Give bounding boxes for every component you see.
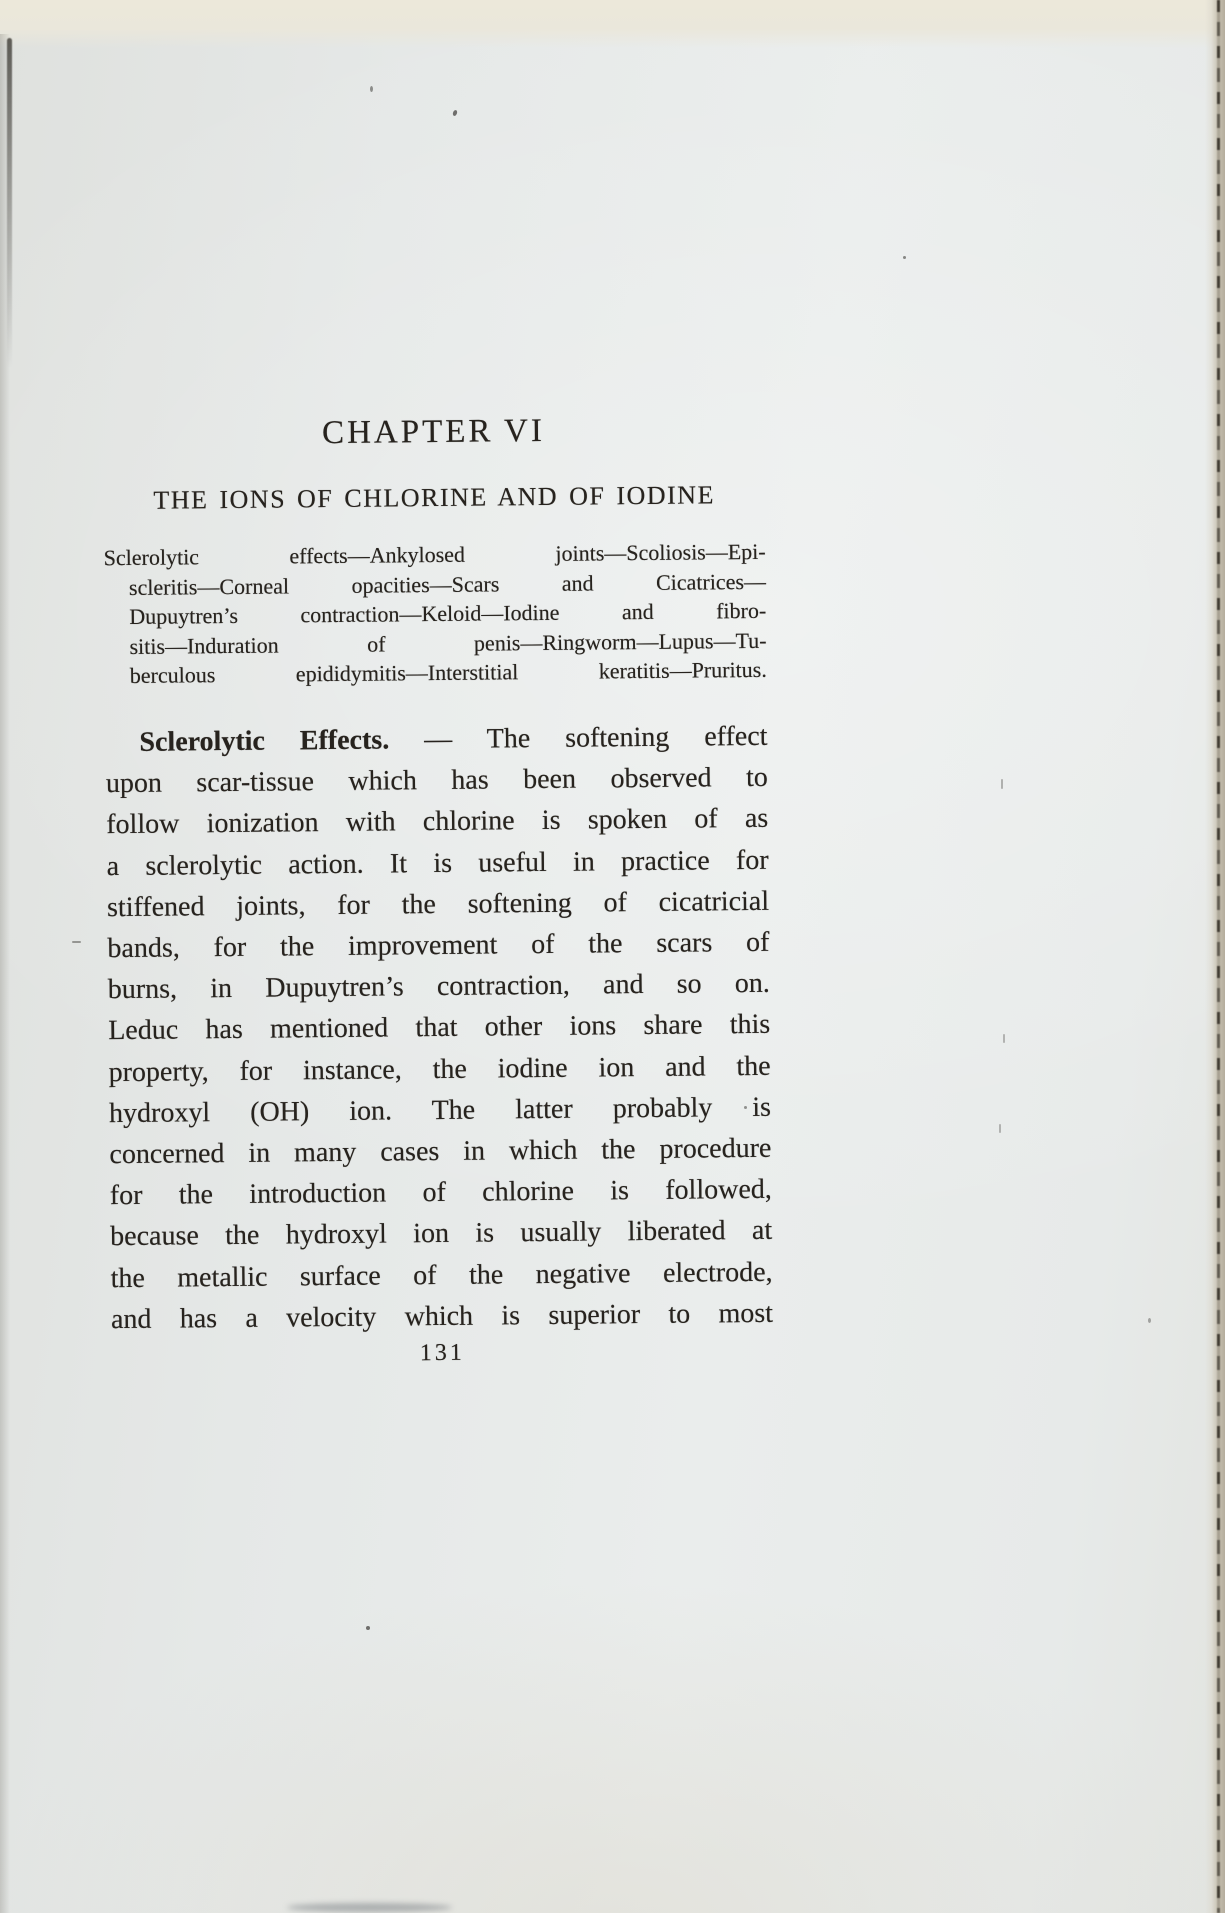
body-line: hydroxyl (OH) ion. The latter probably is [108,1091,772,1129]
body-line: follow ionization with chlorine is spoken of as [106,803,769,841]
body-line: and has a velocity which is superior to most [110,1297,774,1336]
paper-speck [903,256,906,259]
summary-line: Sclerolytic effects—Ankylosed joints—Scoliosis—Epi- [103,538,766,571]
page-edge-deckle [1217,0,1220,1913]
body-line: upon scar-tissue which has been observed to [105,762,768,800]
body-line: property, for instance, the iodine ion and the [108,1050,771,1088]
page-number: 131 [419,1339,465,1367]
chapter-subtitle: THE IONS OF CHLORINE AND OF IODINE [153,480,716,515]
paper-speck [1001,779,1003,789]
body-line: a sclerolytic action. It is useful in practice for [106,844,769,882]
binding-edge-line [7,38,12,368]
summary-line: berculous epididymitis—Interstitial keratitis—Pruritus. [129,657,767,689]
chapter-heading: CHAPTER VI [321,412,546,452]
summary-line: scleritis—Corneal opacities—Scars and Cicatrices— [128,568,767,600]
paper-speck [1003,1034,1005,1043]
paper-speck [1148,1318,1151,1323]
body-text [105,716,773,1340]
page-edge-band [1205,0,1225,1913]
paragraph-lead: Sclerolytic Effects. [139,724,390,758]
body-line-text: — The softening effect [389,720,768,756]
summary-line: sitis—Induration of penis—Ringworm—Lupus—Tu- [129,627,767,659]
body-line: the metallic surface of the negative electrode, [110,1256,773,1294]
body-line: bands, for the improvement of the scars of [107,926,770,965]
body-line [105,716,767,764]
body-line: because the hydroxyl ion is usually liberated at [110,1215,773,1253]
body-line: stiffened joints, for the softening of cicatricial [106,885,770,923]
paper-speck [999,1124,1001,1133]
page-content [98,0,778,1913]
summary-line: Dupuytren’s contraction—Keloid—Iodine and fibro- [129,598,767,630]
body-line: burns, in Dupuytren’s contraction, and so on. [107,968,770,1006]
body-line: for the introduction of chlorine is followed, [109,1174,772,1212]
chapter-summary [104,537,767,691]
body-line: concerned in many cases in which the procedure [109,1132,772,1171]
paper-speck [72,941,81,943]
body-line: Leduc has mentioned that other ions share this [108,1009,771,1047]
